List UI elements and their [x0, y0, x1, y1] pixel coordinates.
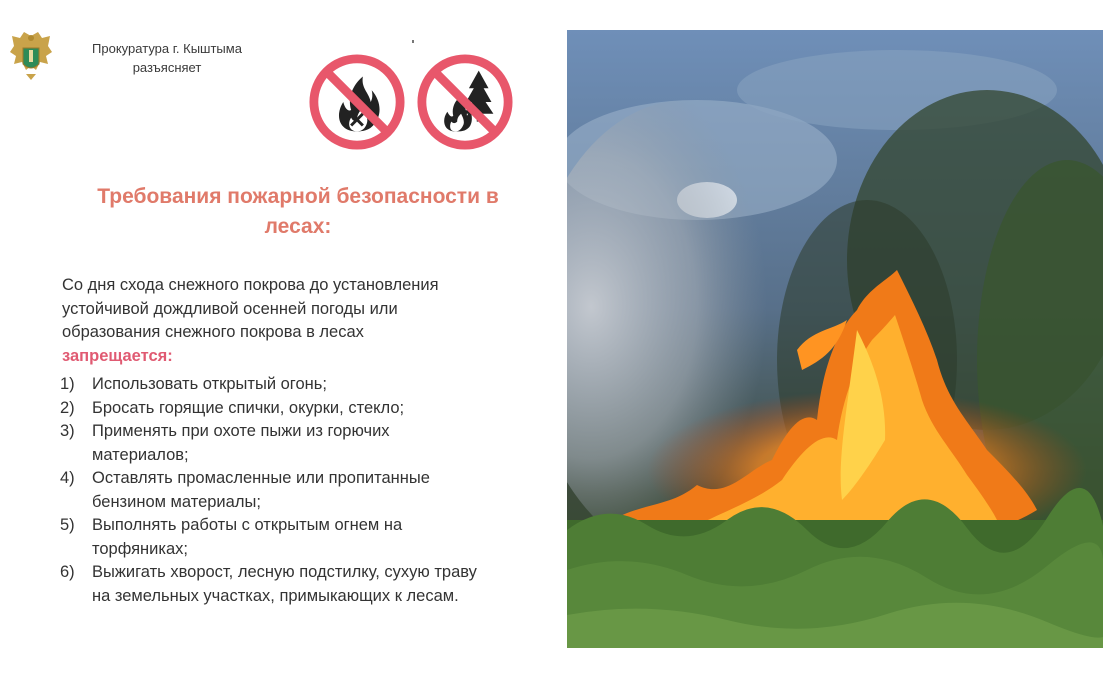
intro-paragraph: [62, 274, 532, 368]
item-text: Выжигать хворост, лесную подстилку, сухую траву: [92, 563, 477, 581]
page-title: [58, 182, 538, 242]
intro-line-1: Со дня схода снежного покрова до установления: [62, 276, 439, 294]
title-line-1: Требования пожарной безопасности в: [97, 185, 499, 208]
no-open-fire-icon: [308, 53, 406, 151]
forest-fire-photo: [567, 30, 1103, 648]
list-item: [60, 397, 550, 421]
intro-line-3: образования снежного покрова в лесах: [62, 323, 364, 341]
list-item: [60, 514, 550, 561]
item-text: Бросать горящие спички, окурки, стекло;: [92, 398, 405, 417]
prohibitions-list: [60, 373, 550, 608]
list-item: [60, 420, 550, 467]
item-text: Оставлять промасленные или пропитанные: [92, 469, 430, 487]
item-text: Выполнять работы с открытым огнем на: [92, 516, 403, 534]
organization-name: [62, 39, 272, 77]
item-number: 5): [60, 516, 75, 534]
item-text: Использовать открытый огонь;: [92, 375, 327, 393]
list-item: [60, 467, 550, 514]
item-text-cont: на земельных участках, примыкающих к лесам.: [92, 586, 459, 605]
item-number: 1): [60, 375, 75, 393]
item-text-cont: материалов;: [92, 445, 189, 464]
forbidden-label: запрещается:: [62, 346, 173, 365]
no-forest-campfire-icon: [416, 53, 514, 151]
item-text-cont: бензином материалы;: [92, 492, 261, 511]
prosecutor-emblem-icon: [8, 30, 54, 82]
intro-line-2: устойчивой дождливой осенней погоды или: [62, 299, 398, 318]
item-number: 2): [60, 398, 75, 417]
item-text: Применять при охоте пыжи из горючих: [92, 422, 390, 440]
item-text-cont: торфяниках;: [92, 539, 188, 558]
org-line-1: Прокуратура г. Кыштыма: [92, 41, 242, 56]
item-number: 6): [60, 563, 75, 581]
item-number: 3): [60, 422, 75, 440]
list-item: [60, 561, 550, 608]
scan-speck: [412, 40, 414, 43]
item-number: 4): [60, 469, 75, 487]
title-line-2: лесах:: [264, 215, 332, 238]
org-line-2: разъясняет: [132, 60, 202, 75]
list-item: [60, 373, 550, 397]
